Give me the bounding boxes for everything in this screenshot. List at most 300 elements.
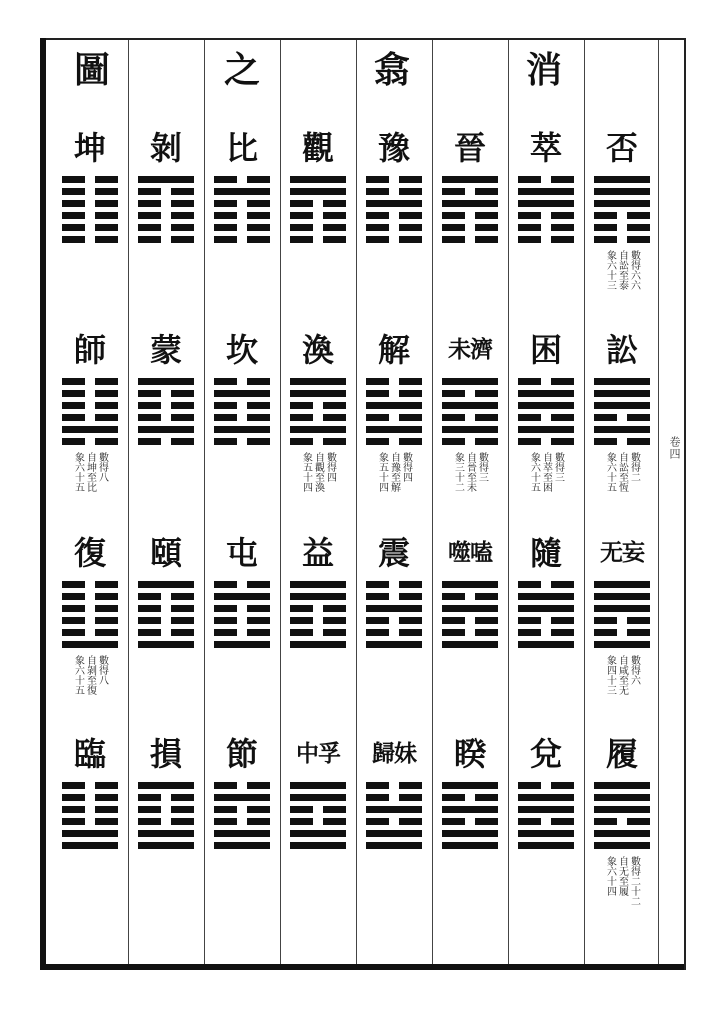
yin-line: [214, 581, 270, 588]
hexagram-annotation: [440, 452, 500, 518]
hexagram-name: 噬嗑: [448, 539, 492, 566]
annotation-line: 數得四: [400, 452, 412, 482]
hexagram-figure: [594, 378, 650, 448]
yang-line: [214, 794, 270, 801]
yin-line: [62, 188, 118, 195]
yin-line: [442, 794, 498, 801]
yin-line: [366, 236, 422, 243]
hexagram-annotation: [60, 452, 120, 518]
yin-line: [442, 438, 498, 445]
yin-line: [594, 236, 650, 243]
hexagram-name: 隨: [529, 534, 562, 572]
yang-line: [594, 782, 650, 789]
yang-line: [62, 842, 118, 849]
yin-line: [214, 200, 270, 207]
yang-line: [366, 830, 422, 837]
annotation-line: 數得四: [324, 452, 336, 482]
column-rule: [280, 40, 281, 964]
yin-line: [442, 414, 498, 421]
yang-line: [138, 176, 194, 183]
hexagram-figure: [442, 581, 498, 651]
column-rule: [204, 40, 205, 964]
hexagram-figure: [518, 378, 574, 448]
hexagram-figure: [62, 581, 118, 651]
yang-line: [62, 830, 118, 837]
yang-line: [518, 188, 574, 195]
hexagram-name: 兌: [529, 735, 562, 773]
yang-line: [442, 426, 498, 433]
yang-line: [518, 806, 574, 813]
yang-line: [366, 200, 422, 207]
hexagram-name: 蒙: [149, 331, 182, 369]
yang-line: [138, 426, 194, 433]
hexagram-name: 觀: [301, 129, 334, 167]
annotation-line: 自豫至解: [388, 452, 400, 492]
yin-line: [518, 438, 574, 445]
yin-line: [442, 818, 498, 825]
hexagram-name: 无妄: [600, 539, 644, 566]
yang-line: [290, 794, 346, 801]
hexagram-figure: [214, 581, 270, 651]
yin-line: [214, 605, 270, 612]
hexagram-figure: [594, 581, 650, 651]
hexagram-name: 中孚: [296, 740, 340, 767]
hexagram-name: 未濟: [448, 336, 492, 363]
yang-line: [594, 378, 650, 385]
yin-line: [62, 629, 118, 636]
yin-line: [442, 188, 498, 195]
yin-line: [442, 593, 498, 600]
yang-line: [290, 593, 346, 600]
hexagram-annotation: [364, 452, 424, 518]
yin-line: [518, 617, 574, 624]
yin-line: [290, 402, 346, 409]
hexagram-figure: [442, 378, 498, 448]
yin-line: [518, 378, 574, 385]
hexagram-name: 解: [377, 331, 410, 369]
yin-line: [138, 605, 194, 612]
yin-line: [290, 818, 346, 825]
yin-line: [518, 782, 574, 789]
hexagram-annotation: [592, 856, 652, 922]
annotation-line: 數得八: [96, 452, 108, 482]
yin-line: [62, 782, 118, 789]
yin-line: [138, 794, 194, 801]
yin-line: [594, 414, 650, 421]
yang-line: [366, 402, 422, 409]
annotation-line: 象六十五: [604, 452, 616, 492]
hexagram-annotation: [516, 452, 576, 518]
yin-line: [366, 629, 422, 636]
yin-line: [62, 414, 118, 421]
annotation-line: 自觀至渙: [312, 452, 324, 492]
yang-line: [138, 641, 194, 648]
yin-line: [138, 390, 194, 397]
hexagram-figure: [594, 176, 650, 246]
yin-line: [62, 806, 118, 813]
yin-line: [62, 236, 118, 243]
annotation-line: 自咸至无: [616, 655, 628, 695]
yin-line: [366, 617, 422, 624]
hexagram-figure: [290, 378, 346, 448]
yin-line: [442, 212, 498, 219]
yin-line: [62, 402, 118, 409]
hexagram-figure: [62, 176, 118, 246]
annotation-line: 象三十二: [452, 452, 464, 492]
hexagram-name: 坤: [73, 129, 106, 167]
yin-line: [214, 629, 270, 636]
yin-line: [214, 617, 270, 624]
yin-line: [214, 224, 270, 231]
hexagram-name: 歸妹: [372, 740, 416, 767]
hexagram-name: 震: [377, 534, 410, 572]
hexagram-annotation: [592, 452, 652, 518]
yin-line: [138, 402, 194, 409]
hexagram-name: 履: [605, 735, 638, 773]
column-rule: [128, 40, 129, 964]
title-char: 圖: [73, 49, 110, 91]
yin-line: [366, 794, 422, 801]
margin-rule: [658, 40, 659, 964]
yang-line: [290, 782, 346, 789]
yang-line: [138, 782, 194, 789]
yin-line: [214, 414, 270, 421]
yin-line: [62, 212, 118, 219]
yin-line: [518, 629, 574, 636]
yang-line: [594, 641, 650, 648]
yin-line: [366, 188, 422, 195]
yin-line: [518, 818, 574, 825]
yang-line: [138, 842, 194, 849]
yang-line: [442, 830, 498, 837]
yin-line: [442, 224, 498, 231]
yin-line: [290, 224, 346, 231]
yang-line: [366, 605, 422, 612]
annotation-line: 象六十五: [72, 452, 84, 492]
hexagram-figure: [594, 782, 650, 852]
hexagram-name: 比: [225, 129, 258, 167]
annotation-line: 自晉至未: [464, 452, 476, 492]
yin-line: [366, 438, 422, 445]
yang-line: [518, 641, 574, 648]
yang-line: [62, 426, 118, 433]
yin-line: [62, 794, 118, 801]
yin-line: [366, 818, 422, 825]
yang-line: [518, 402, 574, 409]
yin-line: [138, 818, 194, 825]
hexagram-figure: [366, 581, 422, 651]
yin-line: [290, 414, 346, 421]
title-char: 消: [525, 49, 562, 91]
yin-line: [594, 438, 650, 445]
yang-line: [442, 402, 498, 409]
yin-line: [290, 212, 346, 219]
margin-note: 卷四: [668, 436, 681, 460]
yang-line: [518, 593, 574, 600]
yin-line: [442, 390, 498, 397]
annotation-line: 自訟至泰: [616, 250, 628, 290]
yin-line: [138, 629, 194, 636]
annotation-line: 象六十三: [604, 250, 616, 290]
yang-line: [366, 806, 422, 813]
hexagram-name: 臨: [73, 735, 106, 773]
yang-line: [594, 200, 650, 207]
yin-line: [214, 402, 270, 409]
yin-line: [366, 212, 422, 219]
yin-line: [442, 236, 498, 243]
yang-line: [594, 176, 650, 183]
annotation-line: 象六十四: [604, 856, 616, 896]
hexagram-figure: [290, 581, 346, 651]
hexagram-figure: [290, 176, 346, 246]
hexagram-figure: [442, 782, 498, 852]
hexagram-name: 屯: [225, 534, 258, 572]
hexagram-figure: [366, 378, 422, 448]
yang-line: [442, 782, 498, 789]
column-rule: [432, 40, 433, 964]
yin-line: [366, 390, 422, 397]
yin-line: [594, 629, 650, 636]
yin-line: [138, 806, 194, 813]
yin-line: [138, 200, 194, 207]
yin-line: [214, 806, 270, 813]
yang-line: [594, 581, 650, 588]
yin-line: [366, 176, 422, 183]
hexagram-figure: [518, 782, 574, 852]
yin-line: [290, 200, 346, 207]
yang-line: [290, 390, 346, 397]
hexagram-name: 訟: [605, 331, 638, 369]
annotation-line: 數得三: [476, 452, 488, 482]
hexagram-name: 剝: [149, 129, 182, 167]
bottom-border: [40, 964, 686, 970]
hexagram-figure: [518, 176, 574, 246]
yang-line: [518, 794, 574, 801]
yin-line: [62, 200, 118, 207]
yang-line: [138, 378, 194, 385]
hexagram-name: 頤: [149, 534, 182, 572]
yin-line: [518, 581, 574, 588]
yang-line: [214, 842, 270, 849]
column-rule: [584, 40, 585, 964]
yang-line: [290, 830, 346, 837]
top-border: [46, 38, 686, 40]
right-border: [684, 38, 686, 970]
yin-line: [214, 438, 270, 445]
yang-line: [62, 641, 118, 648]
yang-line: [442, 641, 498, 648]
hexagram-name: 節: [225, 735, 258, 773]
yang-line: [214, 188, 270, 195]
yang-line: [594, 593, 650, 600]
yin-line: [518, 212, 574, 219]
yin-line: [594, 617, 650, 624]
annotation-line: 自訟至恆: [616, 452, 628, 492]
hexagram-figure: [214, 378, 270, 448]
hexagram-name: 睽: [453, 735, 486, 773]
yang-line: [594, 426, 650, 433]
yang-line: [594, 390, 650, 397]
annotation-line: 數得二: [628, 452, 640, 482]
yang-line: [518, 842, 574, 849]
left-border: [40, 38, 46, 968]
yang-line: [442, 581, 498, 588]
yin-line: [214, 236, 270, 243]
yang-line: [442, 378, 498, 385]
hexagram-name: 豫: [377, 129, 410, 167]
hexagram-figure: [214, 176, 270, 246]
yang-line: [290, 842, 346, 849]
yang-line: [518, 605, 574, 612]
yang-line: [594, 188, 650, 195]
yin-line: [366, 782, 422, 789]
yang-line: [290, 378, 346, 385]
annotation-line: 自无至履: [616, 856, 628, 896]
annotation-line: 象五十四: [376, 452, 388, 492]
yang-line: [214, 426, 270, 433]
yin-line: [366, 224, 422, 231]
hexagram-figure: [366, 176, 422, 246]
yin-line: [290, 236, 346, 243]
yin-line: [518, 414, 574, 421]
hexagram-name: 萃: [529, 129, 562, 167]
annotation-line: 自剝至復: [84, 655, 96, 695]
annotation-line: 數得八: [96, 655, 108, 685]
annotation-line: 數得六: [628, 655, 640, 685]
hexagram-name: 復: [73, 534, 106, 572]
yang-line: [138, 830, 194, 837]
yin-line: [290, 438, 346, 445]
yang-line: [290, 641, 346, 648]
yin-line: [366, 414, 422, 421]
annotation-line: 自萃至困: [540, 452, 552, 492]
yin-line: [62, 224, 118, 231]
hexagram-annotation: [288, 452, 348, 518]
yin-line: [138, 212, 194, 219]
yang-line: [442, 806, 498, 813]
yang-line: [138, 581, 194, 588]
yang-line: [214, 390, 270, 397]
yin-line: [138, 617, 194, 624]
yin-line: [290, 806, 346, 813]
hexagram-figure: [62, 378, 118, 448]
yang-line: [290, 188, 346, 195]
column-rule: [508, 40, 509, 964]
yin-line: [62, 818, 118, 825]
yin-line: [62, 378, 118, 385]
yin-line: [62, 605, 118, 612]
hexagram-name: 坎: [225, 331, 258, 369]
hexagram-name: 師: [73, 331, 106, 369]
annotation-line: 數得六六: [628, 250, 640, 290]
annotation-line: 象五十四: [300, 452, 312, 492]
annotation-line: 數得三: [552, 452, 564, 482]
yin-line: [138, 438, 194, 445]
hexagram-name: 晉: [453, 129, 486, 167]
yin-line: [518, 236, 574, 243]
hexagram-figure: [442, 176, 498, 246]
hexagram-name: 否: [605, 129, 638, 167]
yang-line: [290, 176, 346, 183]
yang-line: [214, 641, 270, 648]
yin-line: [290, 617, 346, 624]
yang-line: [442, 200, 498, 207]
yang-line: [594, 605, 650, 612]
yang-line: [366, 426, 422, 433]
yang-line: [594, 402, 650, 409]
annotation-line: 數得二十二: [628, 856, 640, 906]
yin-line: [62, 581, 118, 588]
yin-line: [138, 414, 194, 421]
title-char: 翕: [373, 49, 410, 91]
annotation-line: 象六十五: [72, 655, 84, 695]
yin-line: [138, 188, 194, 195]
hexagram-figure: [518, 581, 574, 651]
yang-line: [594, 794, 650, 801]
yin-line: [594, 818, 650, 825]
hexagram-figure: [214, 782, 270, 852]
yin-line: [518, 224, 574, 231]
hexagram-figure: [290, 782, 346, 852]
yang-line: [290, 426, 346, 433]
yin-line: [290, 629, 346, 636]
yang-line: [442, 605, 498, 612]
yin-line: [290, 605, 346, 612]
yang-line: [594, 806, 650, 813]
yang-line: [214, 830, 270, 837]
yang-line: [366, 641, 422, 648]
yang-line: [290, 581, 346, 588]
yin-line: [62, 617, 118, 624]
yin-line: [214, 176, 270, 183]
hexagram-name: 損: [149, 735, 182, 773]
yang-line: [594, 830, 650, 837]
yin-line: [62, 176, 118, 183]
hexagram-figure: [366, 782, 422, 852]
annotation-line: 象四十三: [604, 655, 616, 695]
yin-line: [214, 212, 270, 219]
hexagram-figure: [138, 378, 194, 448]
yin-line: [366, 593, 422, 600]
hexagram-figure: [138, 581, 194, 651]
hexagram-figure: [138, 176, 194, 246]
yin-line: [442, 617, 498, 624]
yin-line: [138, 593, 194, 600]
yin-line: [214, 378, 270, 385]
yin-line: [138, 236, 194, 243]
yin-line: [214, 818, 270, 825]
hexagram-name: 困: [529, 331, 562, 369]
yin-line: [62, 438, 118, 445]
title-char: 之: [223, 49, 260, 91]
hexagram-figure: [138, 782, 194, 852]
hexagram-figure: [62, 782, 118, 852]
annotation-line: 象六十五: [528, 452, 540, 492]
yin-line: [594, 212, 650, 219]
hexagram-annotation: [592, 250, 652, 316]
yin-line: [214, 782, 270, 789]
yin-line: [594, 224, 650, 231]
yin-line: [518, 176, 574, 183]
yang-line: [518, 830, 574, 837]
yang-line: [518, 426, 574, 433]
yin-line: [62, 390, 118, 397]
column-rule: [356, 40, 357, 964]
hexagram-name: 渙: [301, 331, 334, 369]
yang-line: [366, 842, 422, 849]
yang-line: [214, 593, 270, 600]
yang-line: [442, 842, 498, 849]
